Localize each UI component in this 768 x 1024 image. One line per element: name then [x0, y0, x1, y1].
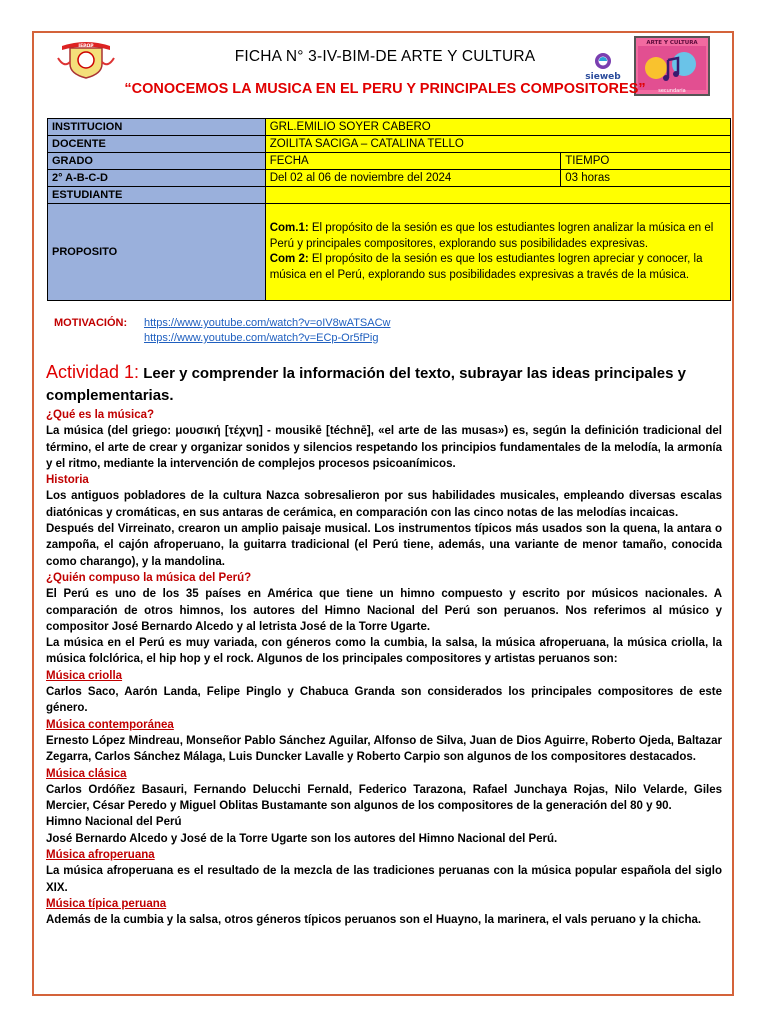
heading-musica-contemporanea: Música contemporánea: [46, 718, 174, 731]
paragraph-variedad: La música en el Perú es muy variada, con géneros como la cumbia, la salsa, la música afroperuana, la música criolla, la música folclórica, el hip hop y el rock. Algunos de los principales compositores y artistas peruanos son:: [46, 637, 722, 666]
fecha-value: Del 02 al 06 de noviembre del 2024: [265, 170, 561, 187]
row-grado-values: [48, 170, 731, 187]
com1-label: Com.1:: [269, 222, 309, 234]
institucion-value: GRL.EMILIO SOYER CABERO: [265, 119, 730, 136]
com1-text: El propósito de la sesión es que los estudiantes logren analizar la música en el Perú y principales compositores, explorando sus posibilidades expresivas.: [269, 222, 714, 250]
heading-musica-clasica: Música clásica: [46, 767, 127, 780]
row-proposito: [48, 204, 731, 301]
row-grado-header: [48, 153, 731, 170]
school-logo-text: IEPOP: [78, 44, 94, 49]
docente-value: ZOILITA SACIGA – CATALINA TELLO: [265, 136, 730, 153]
paragraph-nazca: Los antiguos pobladores de la cultura Nazca sobresalieron por sus habilidades musicales, empleando diversas escalas diatónicas y cromáticas, en sus antaras de cerámica, en comparación con las cinco notas de las melodías incaicas.: [46, 490, 722, 519]
question-who-composed: ¿Quién compuso la música del Perú?: [46, 571, 252, 584]
activity-label: Actividad 1:: [46, 362, 140, 382]
heading-historia: Historia: [46, 474, 89, 487]
fecha-label: FECHA: [265, 153, 561, 170]
row-institucion: [48, 119, 731, 136]
paragraph-definition: La música (del griego: μουσική [τέχνη] - mousikē [téchnē], «el arte de las musas») es, según la definición tradicional del término, el arte de crear y organizar sonidos y silencios respetando los principios fundamentales de la melodía, la armonía y el ritmo, mediante la intervención de complejos procesos psicoanímicos.: [46, 425, 722, 470]
paragraph-afroperuana: La música afroperuana es el resultado de la mezcla de las tradiciones peruanas con la música popular española del siglo XIX.: [46, 865, 722, 894]
row-docente: [48, 136, 731, 153]
motivation-link-1[interactable]: https://www.youtube.com/watch?v=oIV8wATSACw: [144, 317, 391, 329]
grado-value: 2° A-B-C-D: [48, 170, 266, 187]
estudiante-value[interactable]: [265, 187, 730, 204]
proposito-value: [265, 204, 730, 301]
com2-text: El propósito de la sesión es que los estudiantes logren apreciar y conocer, la música en el Perú, explorando sus posibilidades expresivas a través de la música.: [269, 253, 703, 281]
info-table: [47, 118, 731, 301]
main-content: [46, 361, 722, 929]
activity-instruction: Leer y comprender la información del texto, subrayar las ideas principales y complementarias.: [46, 365, 686, 404]
motivacion-label: MOTIVACIÓN:: [54, 317, 128, 329]
institucion-label: INSTITUCION: [48, 119, 266, 136]
row-estudiante: [48, 187, 731, 204]
tiempo-label: TIEMPO: [561, 153, 731, 170]
arte-logo-sub: secundaria: [658, 88, 686, 94]
sieweb-logo: [580, 50, 626, 82]
question-what-is-music: ¿Qué es la música?: [46, 409, 155, 421]
motivation-link-2[interactable]: https://www.youtube.com/watch?v=ECp-Or5fPig: [144, 332, 379, 344]
estudiante-label: ESTUDIANTE: [48, 187, 266, 204]
document-title: FICHA N° 3-IV-BIM-DE ARTE Y CULTURA: [234, 48, 536, 65]
com2-label: Com 2:: [269, 253, 309, 265]
school-logo: [56, 38, 116, 80]
arte-logo-title: ARTE Y CULTURA: [646, 40, 698, 46]
heading-himno-nacional: Himno Nacional del Perú: [46, 816, 182, 829]
docente-label: DOCENTE: [48, 136, 266, 153]
paragraph-tipica: Además de la cumbia y la salsa, otros géneros típicos peruanos son el Huayno, la marinera, el vals peruano y la chicha.: [46, 914, 702, 927]
tiempo-value: 03 horas: [561, 170, 731, 187]
activity-heading: [46, 361, 722, 407]
paragraph-virreinato: Después del Virreinato, crearon un amplio paisaje musical. Los instrumentos típicos más usados son la quena, la antara o zampoña, el cajón afroperuano, la guitarra tradicional (el Perú tiene, además, una variante de menor tamaño, conocida como charango), y la mandolina.: [46, 523, 722, 568]
document-subtitle: “CONOCEMOS LA MUSICA EN EL PERU Y PRINCIPALES COMPOSITORES”: [124, 81, 646, 97]
paragraph-himno-autores: José Bernardo Alcedo y José de la Torre Ugarte son los autores del Himno Nacional del Perú.: [46, 832, 558, 845]
grado-label: GRADO: [48, 153, 266, 170]
heading-musica-tipica: Música típica peruana: [46, 897, 167, 910]
paragraph-clasica: Carlos Ordóñez Basauri, Fernando Delucchi Fernald, Federico Tarazona, Rafael Junchaya Rojas, Nilo Velarde, Giles Mercier, César Peredo y Miguel Oblitas Bustamante son algunos de los compositores de la generación del 80 y 90.: [46, 783, 722, 813]
heading-musica-criolla: Música criolla: [46, 669, 123, 682]
paragraph-contemporanea: Ernesto López Mindreau, Monseñor Pablo Sánchez Aguilar, Alfonso de Silva, Juan de Dios Aguirre, Roberto Ojeda, Baltazar Zegarra, Carlos Sánchez Málaga, Luis Duncker Lavalle y Roberto Carpio son algunos de los compositores destacados.: [46, 734, 722, 764]
proposito-label: PROPOSITO: [48, 204, 266, 301]
heading-musica-afroperuana: Música afroperuana: [46, 849, 155, 862]
paragraph-himno: El Perú es uno de los 35 países en América que tiene un himno compuesto y escrito por músicos nacionales. A comparación de otros himnos, los autores del Himno Nacional del Perú son peruanos. Nos referimos al músico y compositor José Bernardo Alcedo y al letrista José de la Torre Ugarte.: [46, 588, 722, 633]
paragraph-criolla: Carlos Saco, Aarón Landa, Felipe Pinglo y Chabuca Granda son considerados los principales compositores de este género.: [46, 686, 722, 715]
sieweb-logo-text: sieweb: [585, 72, 621, 82]
